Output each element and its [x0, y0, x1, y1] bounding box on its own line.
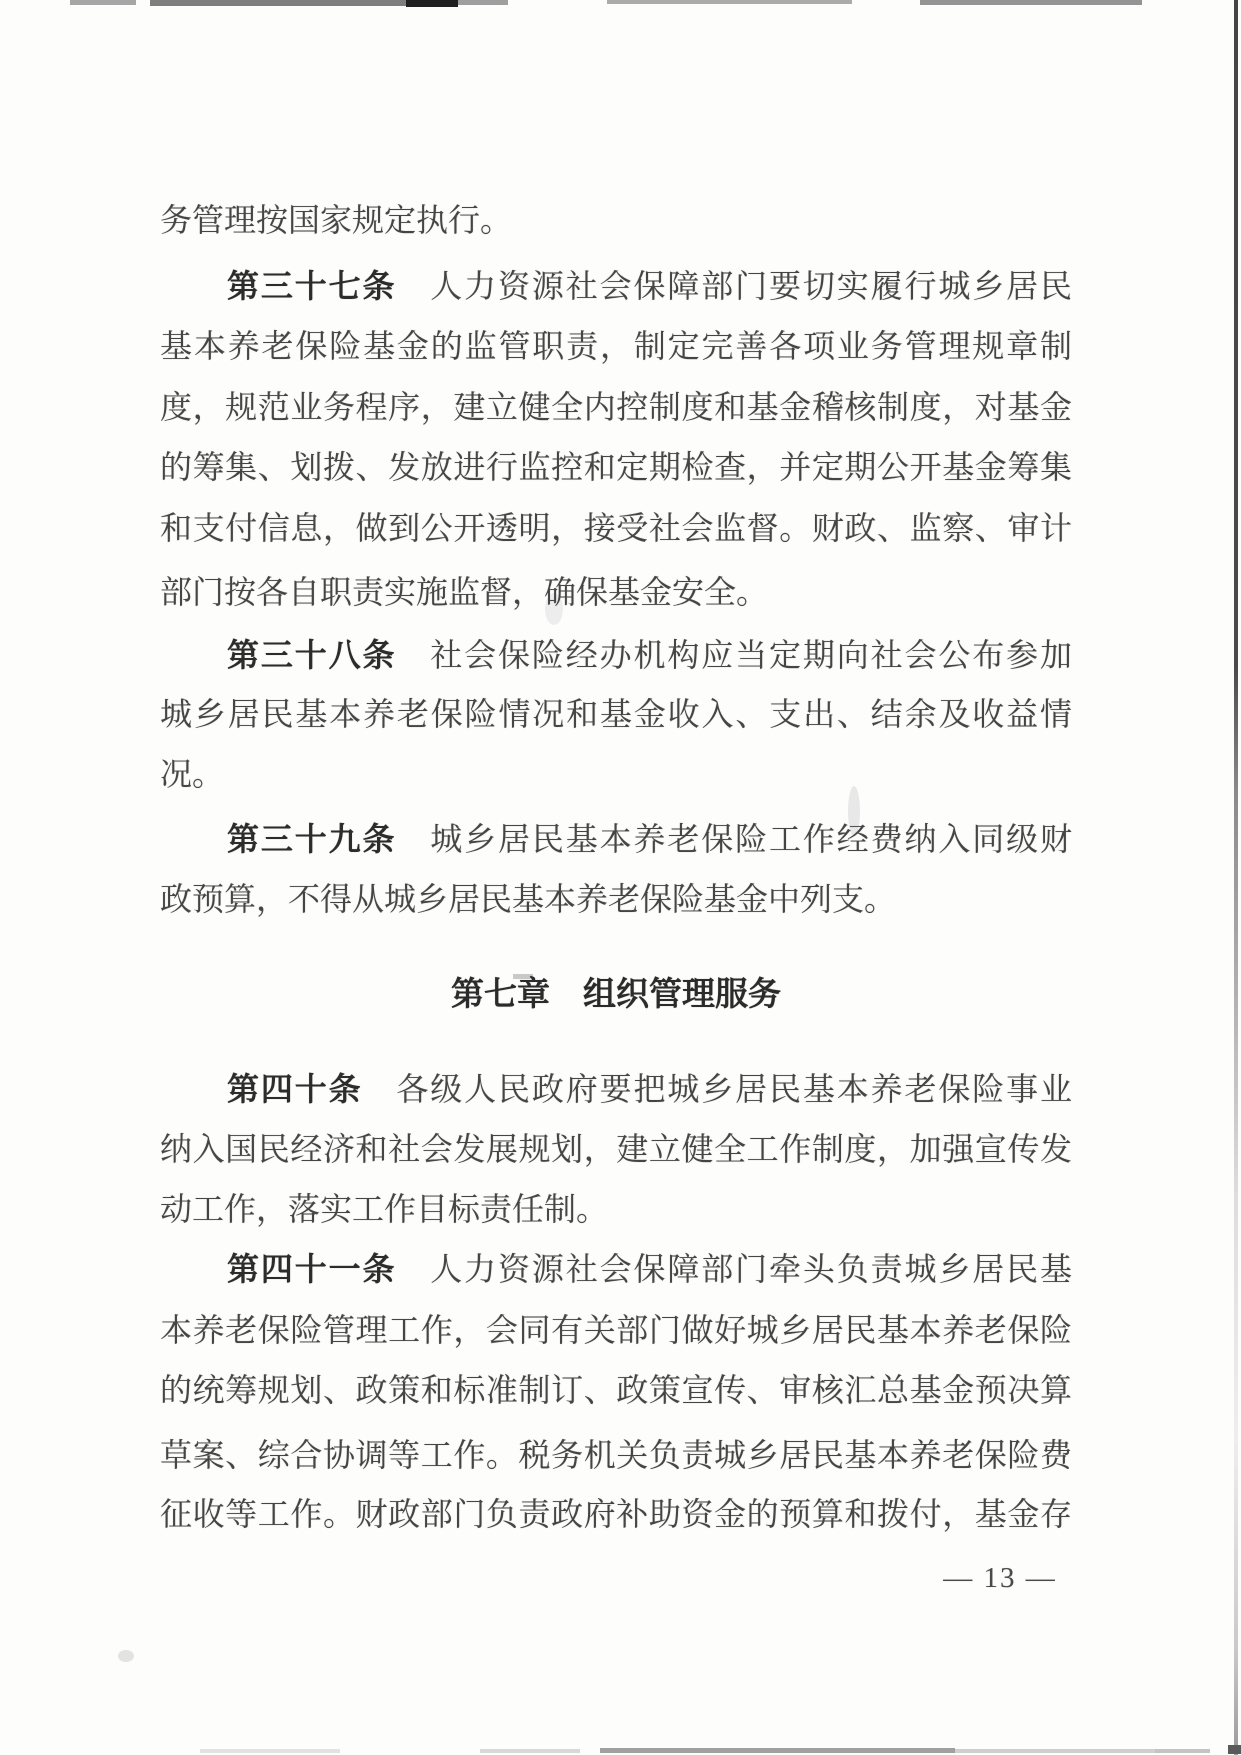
scan-artifact-bottom-strip — [200, 1749, 340, 1753]
line-text: 基本养老保险基金的监管职责，制定完善各项业务管理规章制 — [160, 328, 1072, 364]
scan-artifact-top-strip — [70, 0, 136, 5]
article-number: 第四十条 — [227, 1071, 363, 1107]
line-text: 况。 — [160, 756, 225, 792]
text-line — [160, 1372, 1072, 1409]
line-text: 征收等工作。财政部门负责政府补助资金的预算和拨付，基金存 — [160, 1496, 1072, 1532]
line-text: 务管理按国家规定执行。 — [160, 202, 513, 238]
text-line — [160, 328, 1072, 365]
page-number: — 13 — — [943, 1562, 1057, 1594]
line-text: 动工作，落实工作目标责任制。 — [160, 1191, 609, 1227]
line-text: 本养老保险管理工作，会同有关部门做好城乡居民基本养老保险 — [160, 1312, 1072, 1348]
chapter-heading: 第七章 组织管理服务 — [451, 977, 781, 1013]
text-line — [160, 202, 1072, 239]
text-line-article-40 — [160, 1071, 1072, 1108]
line-text: 度，规范业务程序，建立健全内控制度和基金稽核制度，对基金 — [160, 389, 1072, 425]
line-text: 各级人民政府要把城乡居民基本养老保险事业 — [362, 1071, 1072, 1107]
text-line — [160, 1496, 1072, 1533]
line-text: 的筹集、划拨、发放进行监控和定期检查，并定期公开基金筹集 — [160, 449, 1072, 485]
text-line — [160, 881, 1072, 918]
scan-artifact-bottom-strip — [480, 1749, 580, 1753]
scan-artifact-bottom-strip — [1155, 1749, 1210, 1753]
scan-artifact-top-strip — [406, 0, 458, 7]
scan-artifact-top-strip — [458, 0, 508, 5]
article-number: 第三十八条 — [227, 637, 397, 673]
line-text: 城乡居民基本养老保险情况和基金收入、支出、结余及收益情 — [160, 696, 1072, 732]
text-line-article-38 — [160, 637, 1072, 674]
line-text: 城乡居民基本养老保险工作经费纳入同级财 — [396, 821, 1072, 857]
line-text: 社会保险经办机构应当定期向社会公布参加 — [396, 637, 1072, 673]
text-line — [160, 449, 1072, 486]
scan-smudge — [118, 1650, 134, 1662]
text-line — [160, 1437, 1072, 1474]
line-text: 的统筹规划、政策和标准制订、政策宣传、审核汇总基金预决算 — [160, 1372, 1072, 1408]
article-number: 第四十一条 — [227, 1251, 397, 1287]
article-number: 第三十七条 — [227, 268, 397, 304]
text-line — [160, 510, 1072, 547]
scan-artifact-top-strip — [920, 0, 1142, 5]
text-line-article-37 — [160, 268, 1072, 305]
text-line — [160, 756, 1072, 793]
text-line — [160, 574, 1072, 611]
line-text: 草案、综合协调等工作。税务机关负责城乡居民基本养老保险费 — [160, 1437, 1072, 1473]
line-text: 人力资源社会保障部门要切实履行城乡居民 — [396, 268, 1072, 304]
text-line-article-39 — [160, 821, 1072, 858]
line-text: 部门按各自职责实施监督，确保基金安全。 — [160, 574, 769, 610]
article-number: 第三十九条 — [227, 821, 397, 857]
text-line — [160, 1191, 1072, 1228]
text-line — [160, 1131, 1072, 1168]
line-text: 和支付信息，做到公开透明，接受社会监督。财政、监察、审计 — [160, 510, 1072, 546]
line-text: 人力资源社会保障部门牵头负责城乡居民基 — [396, 1251, 1072, 1287]
scan-artifact-right-edge-line — [1234, 0, 1238, 1755]
scan-artifact-bottom-corner-mark — [1228, 1745, 1241, 1754]
scan-artifact-bottom-strip — [600, 1748, 955, 1753]
scan-artifact-top-strip — [150, 0, 408, 6]
scan-artifact-top-strip — [607, 0, 852, 4]
text-line — [160, 1312, 1072, 1349]
scan-artifact-bottom-strip — [955, 1749, 1155, 1753]
line-text: 政预算，不得从城乡居民基本养老保险基金中列支。 — [160, 881, 897, 917]
text-line-article-41 — [160, 1251, 1072, 1288]
line-text: 纳入国民经济和社会发展规划，建立健全工作制度，加强宣传发 — [160, 1131, 1072, 1167]
text-line — [160, 696, 1072, 733]
text-line — [160, 389, 1072, 426]
